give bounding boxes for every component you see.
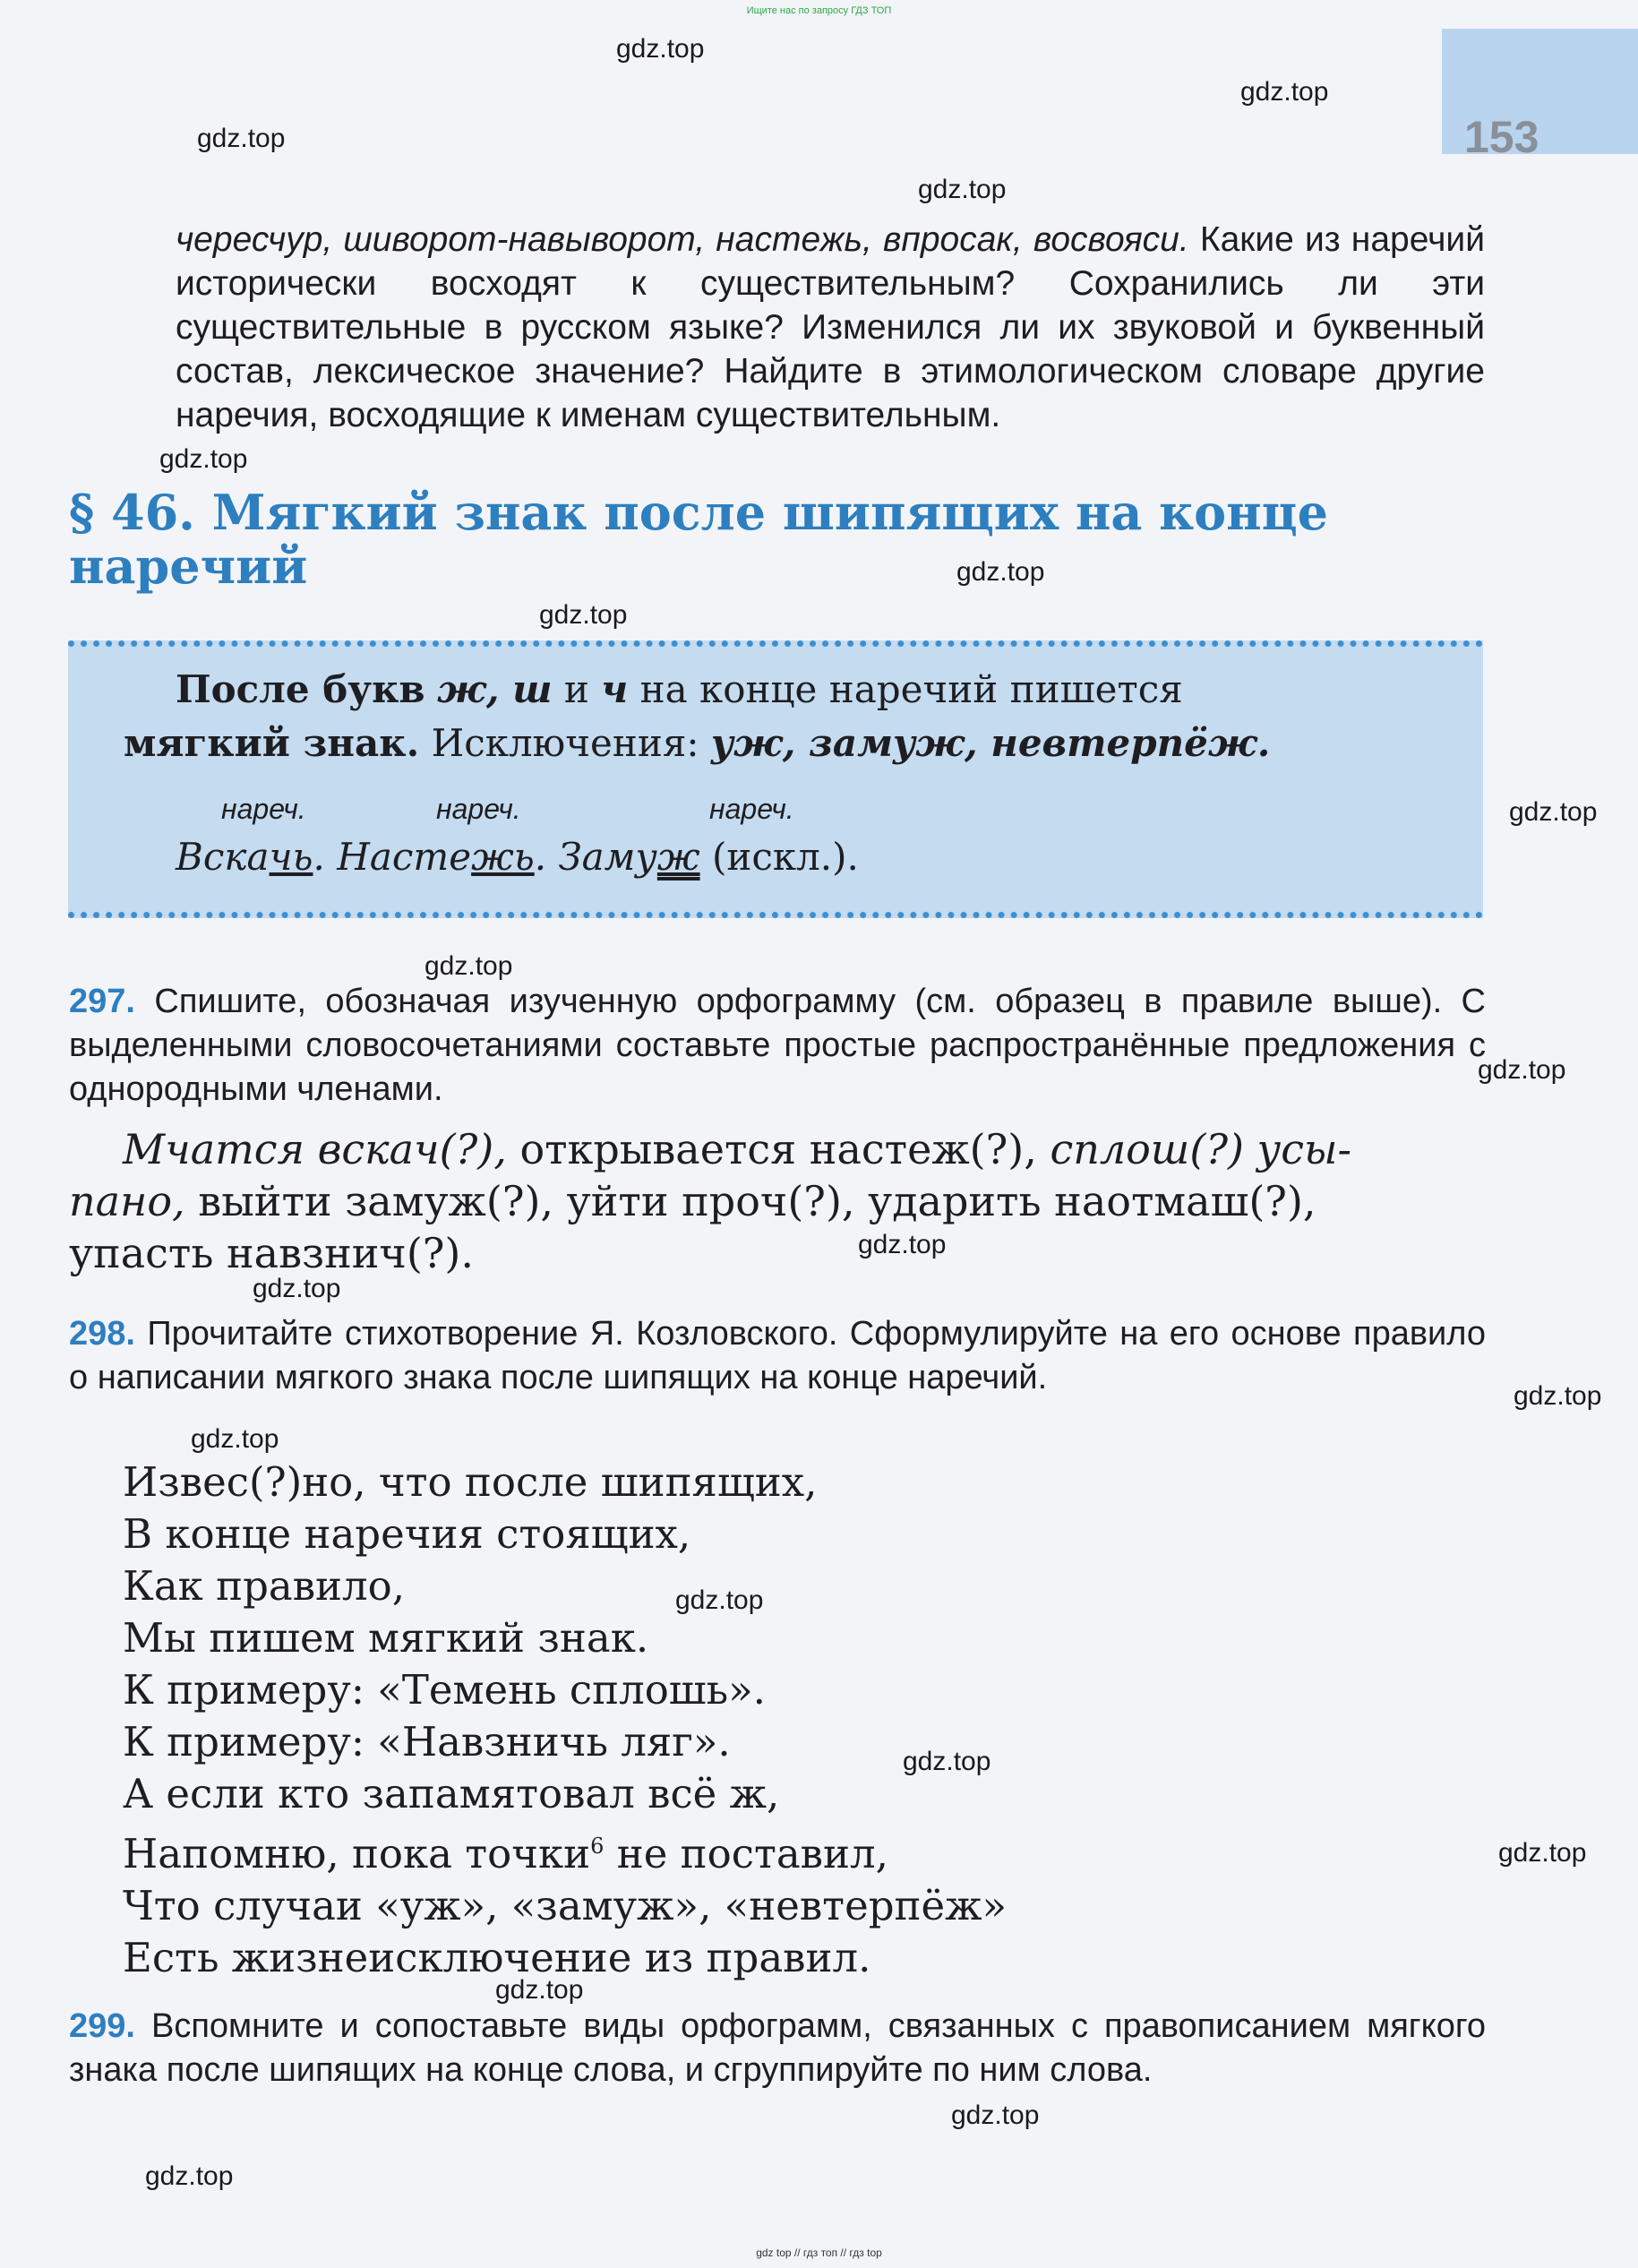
poem-line: Извес(?)но, что после шипящих, (123, 1458, 818, 1506)
intro-paragraph (176, 218, 1485, 437)
exercise-297-line3: упасть навзнич(?). (69, 1229, 475, 1277)
watermark: gdz.top (495, 1975, 584, 2005)
footer-watermark: gdz top // гдз топ // гдз top (756, 2247, 882, 2259)
watermark: gdz.top (1509, 797, 1598, 827)
poem-line: Мы пишем мягкий знак. (123, 1614, 649, 1662)
exercise-299-text: Вспомните и сопоставьте виды орфограмм, связанных с правописанием мягкого знака после шипящих на конце слова, и сгруппируйте по ним слова. (69, 2007, 1487, 2089)
watermark: gdz.top (675, 1585, 764, 1615)
rule-example-3-note: (искл.). (711, 835, 859, 879)
poem-line: К примеру: «Навзничь ляг». (123, 1718, 731, 1765)
pos-mark: нареч. (436, 793, 521, 825)
poem-line: Напомню, пока точки$^6$ не поставил, (123, 1830, 888, 1877)
rule-line-2 (124, 718, 1449, 769)
exercise-298-text: Прочитайте стихотворение Я. Козловского. Сформулируйте на его основе правило о написании мягкого знака после шипящих на конце наречий. (69, 1315, 1486, 1396)
rule-letter-ch: ч (601, 667, 629, 711)
rule-line-1 (176, 665, 1438, 715)
watermark: gdz.top (191, 1424, 279, 1454)
watermark: gdz.top (903, 1747, 991, 1776)
exercise-number: 297. (69, 983, 135, 1020)
phrase-italic: Мчатся вскач(?), (123, 1125, 507, 1173)
rule-text-2: на конце наречий пишется (639, 667, 1183, 711)
rule-soft-sign: мягкий знак. (124, 721, 420, 765)
watermark: gdz.top (616, 34, 705, 64)
exercise-number: 298. (69, 1315, 135, 1353)
rule-examples (176, 835, 859, 879)
watermark: gdz.top (1514, 1381, 1602, 1411)
watermark: gdz.top (858, 1230, 947, 1259)
exercise-299-task (69, 2005, 1486, 2092)
rule-text-1: После букв (176, 667, 425, 711)
section-heading (69, 485, 1493, 593)
rule-example-1: Вскачь. (176, 835, 325, 879)
phrase: выйти замуж(?), уйти проч(?), ударить наотмаш(?), (198, 1177, 1316, 1225)
exercise-number: 299. (69, 2007, 135, 2045)
exercise-297-task (69, 980, 1486, 1112)
section-title-line2: наречий (69, 537, 308, 595)
watermark: gdz.top (1498, 1838, 1587, 1868)
poem (123, 1456, 1007, 1984)
exercise-297-line1 (123, 1123, 1486, 1175)
watermark: gdz.top (145, 2161, 234, 2191)
page-number: 153 (1464, 112, 1539, 162)
watermark: gdz.top (1478, 1055, 1566, 1085)
poem-line: В конце наречия стоящих, (123, 1510, 691, 1558)
poem-line: Что случаи «уж», «замуж», «невтерпёж» (123, 1882, 1008, 1929)
rule-exceptions-label: Исключения: (431, 721, 699, 765)
exercise-298-task (69, 1312, 1486, 1400)
footnote-mark: 6 (590, 1834, 605, 1859)
watermark: gdz.top (197, 124, 286, 153)
phrase: открывается настеж(?), (519, 1125, 1037, 1173)
rule-example-3: Замуж (558, 835, 700, 879)
watermark: gdz.top (253, 1274, 341, 1303)
exercise-297-text: Спишите, обозначая изученную орфограмму (см. образец в правиле выше). С выделенными словосочетаниями составьте простые распространённые предложения с однородными членами. (69, 983, 1487, 1108)
intro-text: Какие из наречий исторически восходят к существительным? Сохранились ли эти существительные в русском языке? Изменился ли их звуковой и буквенный состав, лексическое значение? Найдите в этимологическом словаре другие наречия, восходящие к именам существительным. (176, 220, 1485, 434)
watermark: gdz.top (918, 175, 1007, 204)
rule-exceptions: уж, замуж, невтерпёж. (710, 721, 1271, 765)
watermark: gdz.top (539, 600, 628, 630)
watermark: gdz.top (159, 444, 248, 474)
top-search-note: Ищите нас по запросу ГДЗ ТОП (746, 5, 892, 16)
phrase-italic: пано, (69, 1177, 185, 1225)
pos-mark: нареч. (221, 793, 306, 825)
section-title-line1: § 46. Мягкий знак после шипящих на конце (69, 484, 1328, 541)
poem-line: К примеру: «Темень сплошь». (123, 1666, 766, 1714)
poem-line: А если кто запамятовал всё ж, (123, 1770, 780, 1817)
pos-mark: нареч. (709, 793, 794, 825)
rule-example-2: Настежь. (337, 835, 547, 879)
watermark: gdz.top (1240, 77, 1329, 107)
intro-italic-words: чересчур, шиворот-навыворот, настежь, впросак, восвояси. (176, 220, 1189, 259)
watermark: gdz.top (425, 951, 513, 981)
phrase-italic: сплош(?) усы- (1050, 1125, 1352, 1173)
rule-and: и (563, 667, 589, 711)
watermark: gdz.top (951, 2100, 1040, 2130)
exercise-297-line2 (69, 1175, 1486, 1227)
watermark: gdz.top (956, 557, 1045, 587)
poem-line: Есть жизнеисключение из правил. (123, 1934, 871, 1981)
rule-letters-1: ж, ш (436, 667, 553, 711)
poem-line: Как правило, (123, 1562, 406, 1610)
